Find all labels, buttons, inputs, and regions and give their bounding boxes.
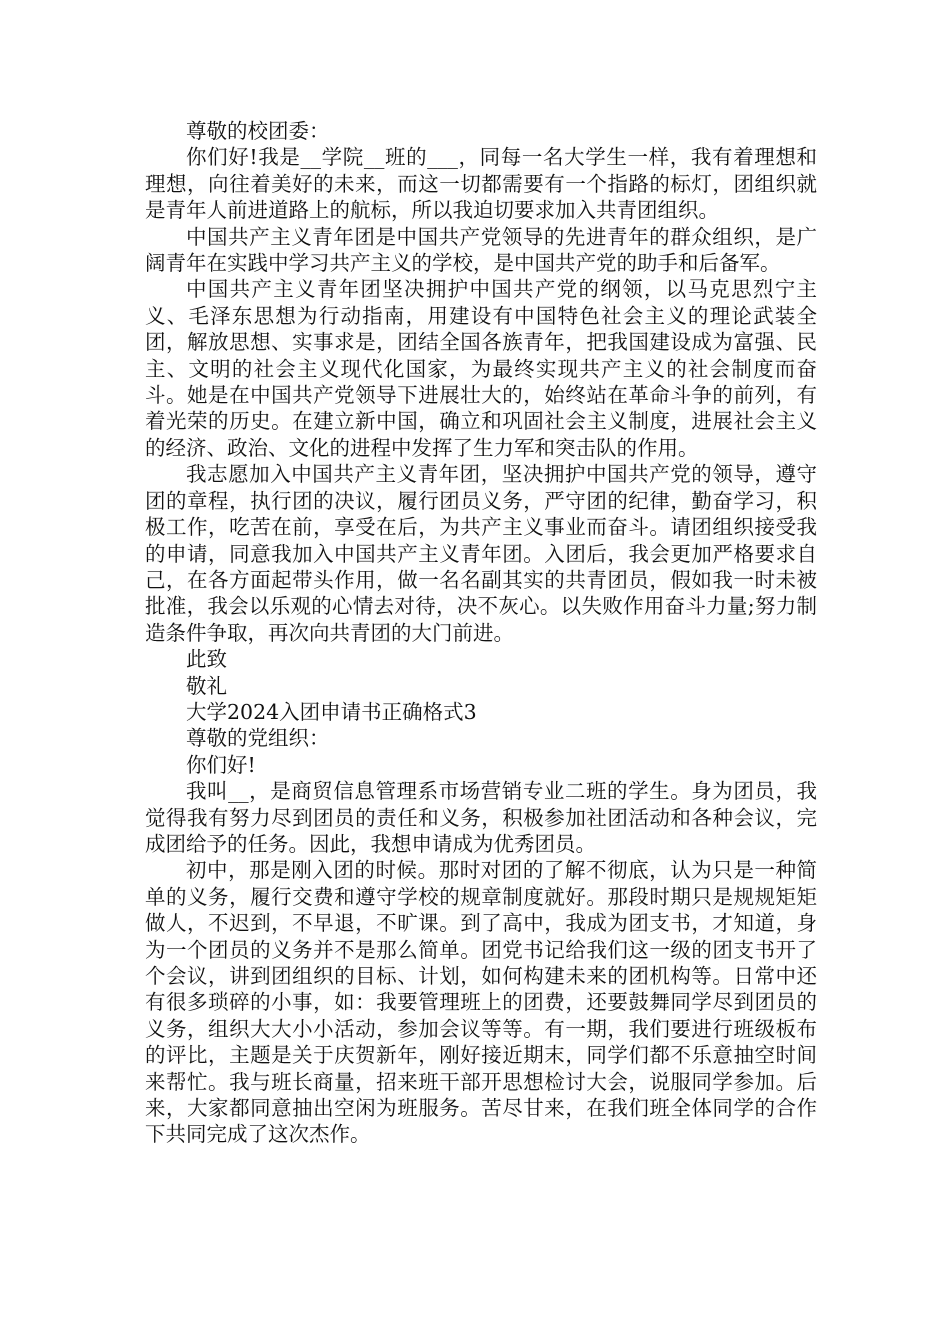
greeting-2: 你们好!: [186, 752, 256, 777]
paragraph-league-program: 中国共产主义青年团坚决拥护中国共产党的纲领，以马克思烈宁主义、毛泽东思想为行动指南，用建设有中国特色社会主义的理论武装全团，解放思想、实事求是，团结全国各族青年，把我国建设成为富强、民主、文明的社会主义现代化国家，为最终实现共产主义的社会制度而奋斗。她是在中国共产党领导下进展壮大的，始终站在革命斗争的前列，有着光荣的历史。在建立新中国，确立和巩固社会主义制度，进展社会主义的经济、政治、文化的进程中发挥了生力军和突击队的作用。: [145, 277, 817, 460]
paragraph-self-intro: 我叫__，是商贸信息管理系市场营销专业二班的学生。身为团员，我觉得我有努力尽到团员的责任和义务，积极参加社团活动和各种会议，完成团给予的任务。因此，我想申请成为优秀团员。: [145, 779, 817, 856]
document-body: [145, 118, 817, 1148]
salutation: 尊敬的校团委：: [186, 119, 330, 143]
closing-cizhi: 此致: [186, 647, 227, 672]
paragraph-intro: 你们好!我是__学院__班的___，同每一名大学生一样，我有着理想和理想，向往着美好的未来，而这一切都需要有一个指路的标灯，团组织就是青年人前进道路上的航标，所以我迫切要求加入共青团组织。: [145, 145, 817, 223]
closing-jingli: 敬礼: [186, 673, 227, 698]
paragraph-pledge: 我志愿加入中国共产主义青年团，坚决拥护中国共产党的领导，遵守团的章程，执行团的决议，履行团员义务，严守团的纪律，勤奋学习，积极工作，吃苦在前，享受在后，为共产主义事业而奋斗。请团组织接受我的申请，同意我加入中国共产主义青年团。入团后，我会更加严格要求自己，在各方面起带头作用，做一名名副其实的共青团员，假如我一时未被批准，我会以乐观的心情去对待，决不灰心。以失败作用奋斗力量;努力制造条件争取，再次向共青团的大门前进。: [145, 462, 817, 645]
section-heading: 大学2024入团申请书正确格式3: [186, 699, 477, 724]
paragraph-league-definition: 中国共产主义青年团是中国共产党领导的先进青年的群众组织，是广阔青年在实践中学习共产主义的学校，是中国共产党的助手和后备军。: [145, 224, 817, 276]
salutation-2: 尊敬的党组织：: [186, 726, 330, 751]
paragraph-experience: 初中，那是刚入团的时候。那时对团的了解不彻底，认为只是一种简单的义务，履行交费和遵守学校的规章制度就好。那段时期只是规规矩矩做人，不迟到，不早退，不旷课。到了高中，我成为团支书，才知道，身为一个团员的义务并不是那么简单。团党书记给我们这一级的团支书开了个会议，讲到团组织的目标、计划，如何构建未来的团机构等。日常中还有很多琐碎的小事，如：我要管理班上的团费，还要鼓舞同学尽到团员的义务，组织大大小小活动，参加会议等等。有一期，我们要进行班级板布的评比，主题是关于庆贺新年，刚好接近期末，同学们都不乐意抽空时间来帮忙。我与班长商量，招来班干部开思想检讨大会，说服同学参加。后来，大家都同意抽出空闲为班服务。苦尽甘来，在我们班全体同学的合作下共同完成了这次杰作。: [145, 858, 817, 1147]
